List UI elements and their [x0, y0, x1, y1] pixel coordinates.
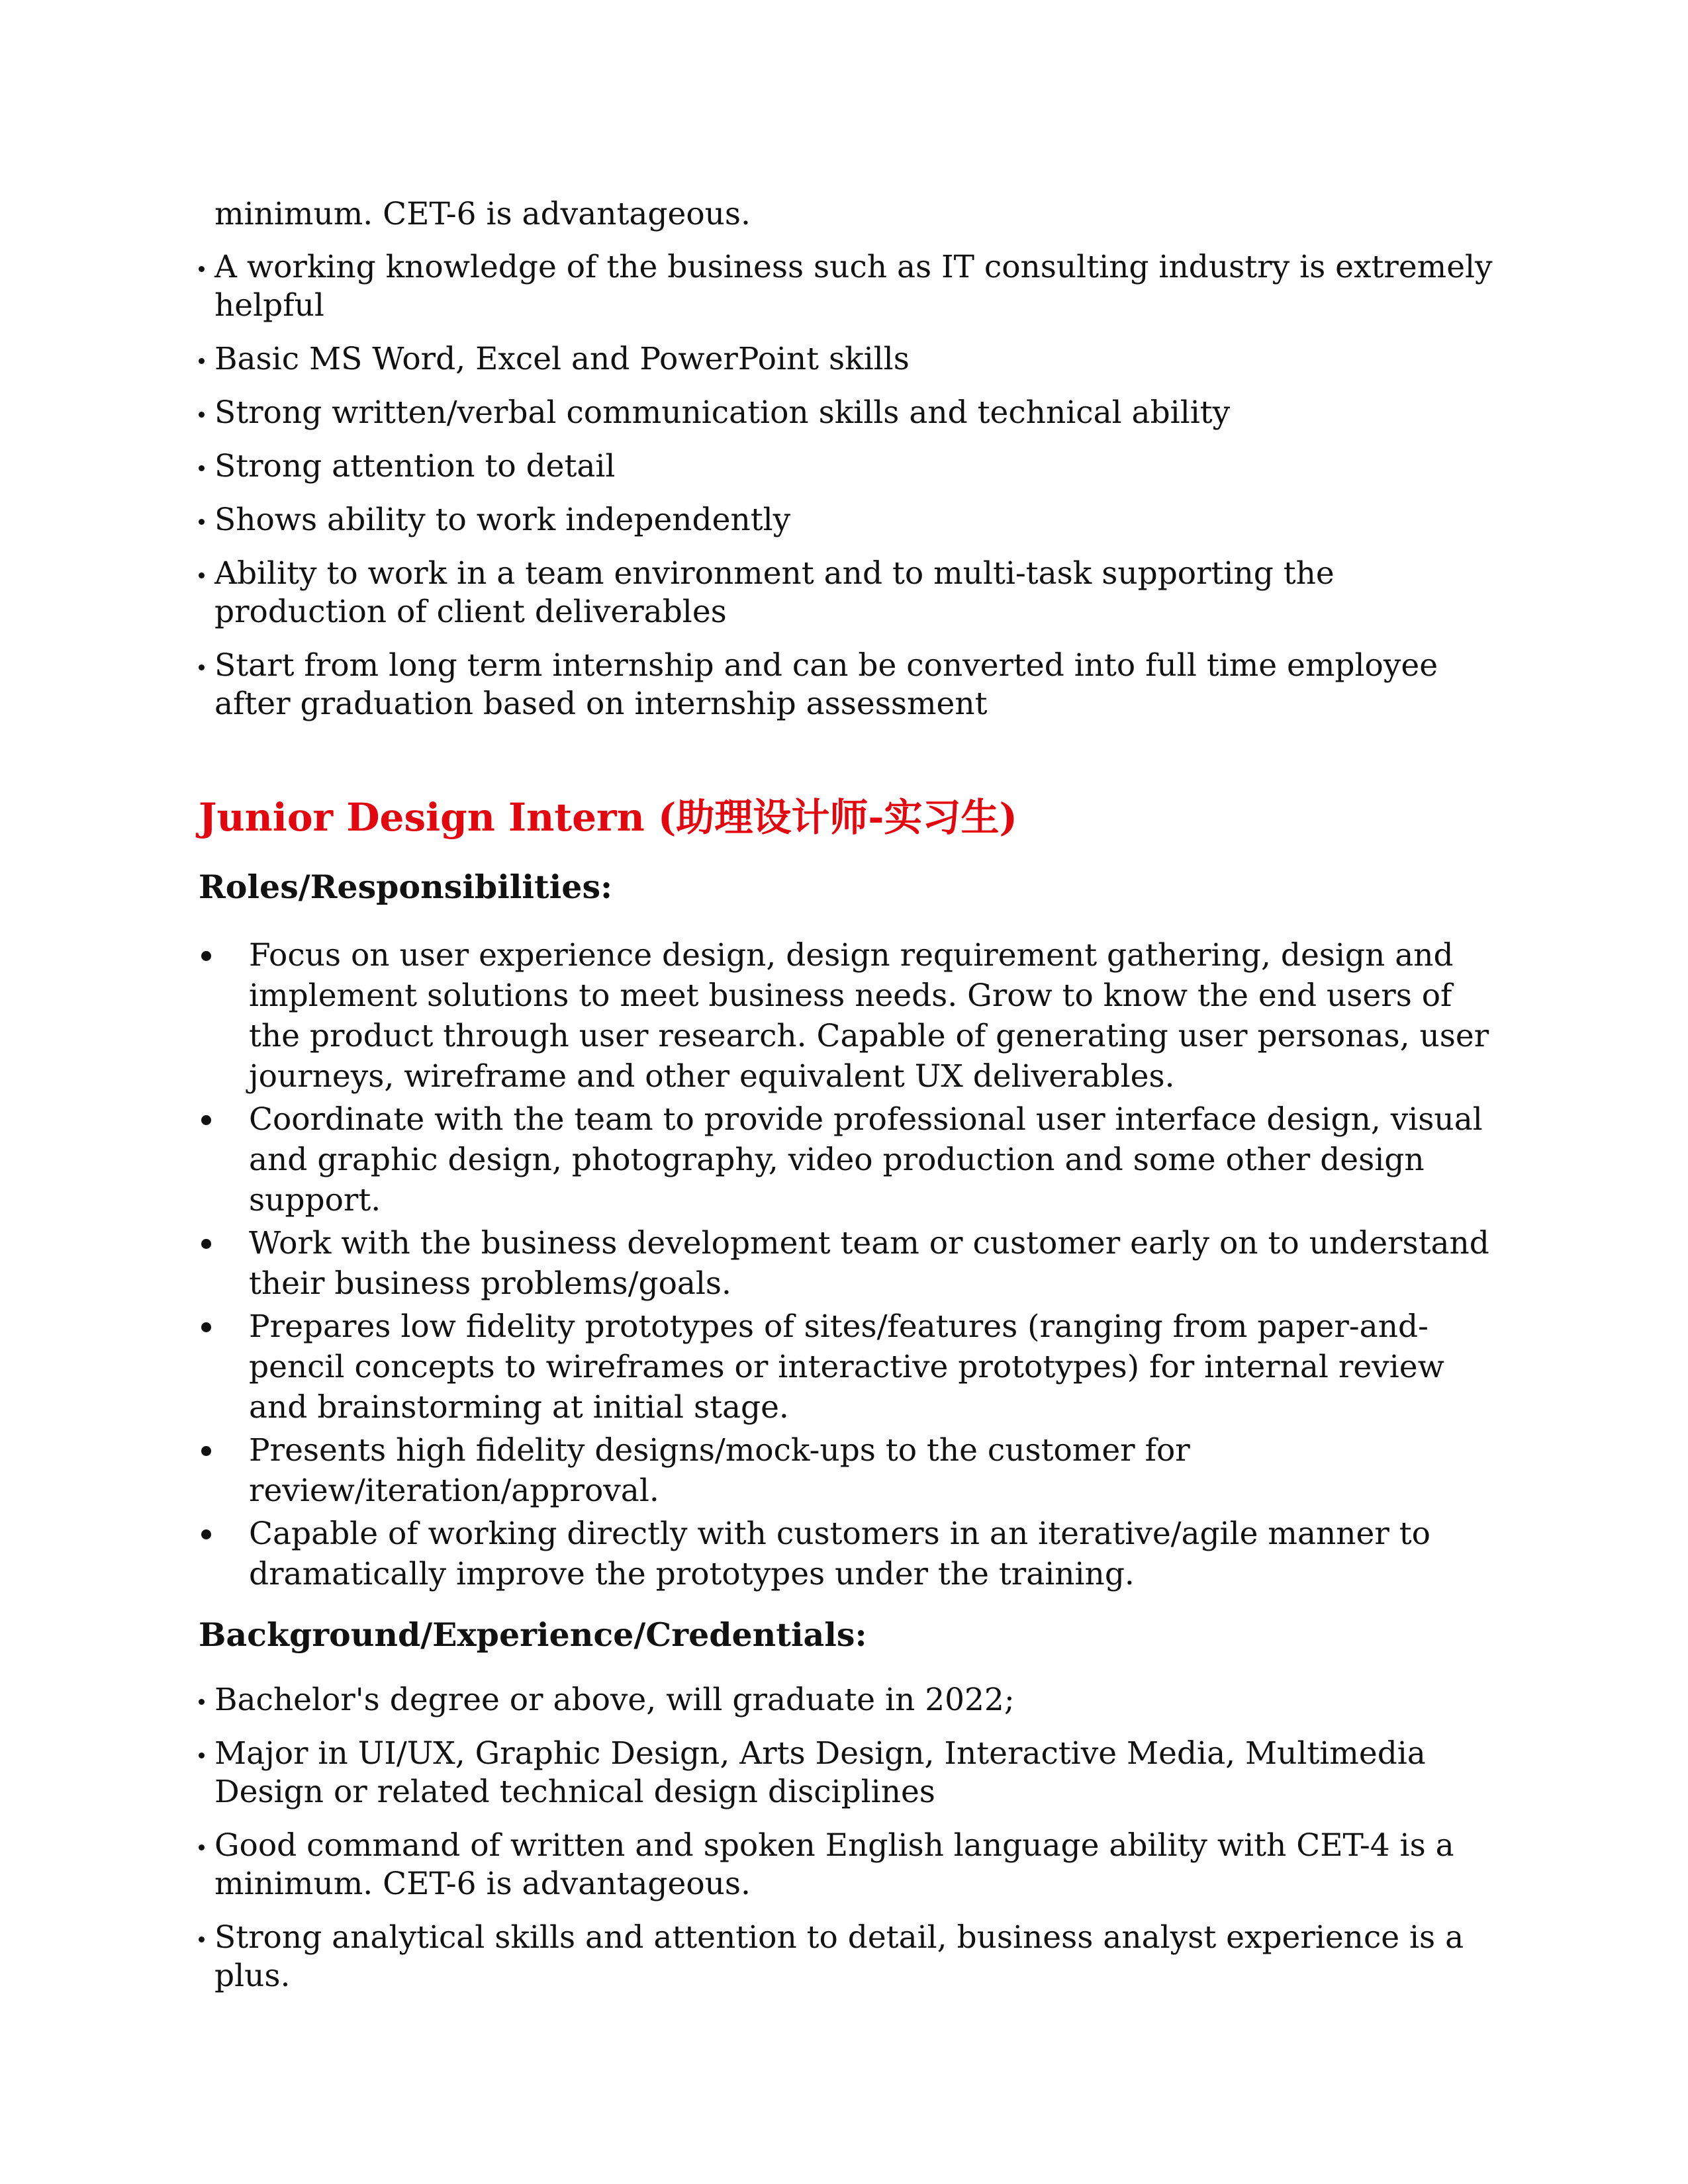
list-item-text: Capable of working directly with customers in an iterative/agile manner to dramatically improve the prototypes under the training.: [249, 1516, 1430, 1592]
list-item-text: Major in UI/UX, Graphic Design, Arts Design, Interactive Media, Multimedia Design or related technical design disciplines: [214, 1735, 1426, 1810]
list-item-text: A working knowledge of the business such as IT consulting industry is extremely helpful: [214, 249, 1493, 324]
bullet-icon: [199, 1699, 205, 1705]
list-item: [199, 1514, 1496, 1594]
list-item-text: Presents high fidelity designs/mock-ups to the customer for review/iteration/approval.: [249, 1432, 1190, 1509]
bullet-icon: [201, 1322, 211, 1332]
list-item-text: Prepares low fidelity prototypes of sites/features (ranging from paper-and-pencil concepts to wireframes or interactive prototypes) for internal review and brainstorming at initial stage.: [249, 1308, 1444, 1426]
list-item-text: Shows ability to work independently: [214, 502, 791, 538]
continued-text: minimum. CET-6 is advantageous.: [214, 196, 751, 232]
list-item: [199, 1827, 1496, 1903]
list-item: [199, 1735, 1496, 1811]
list-item-text: Work with the business development team or customer early on to understand their business problems/goals.: [249, 1225, 1489, 1302]
list-item: [199, 248, 1496, 325]
bullet-icon: [199, 266, 205, 272]
list-item: [199, 340, 1496, 379]
list-item: [199, 555, 1496, 631]
list-item: [199, 1099, 1496, 1220]
bullet-icon: [199, 664, 205, 670]
bullet-icon: [199, 1752, 205, 1758]
bullet-icon: [199, 1844, 205, 1850]
bullet-icon: [199, 519, 205, 525]
bullet-icon: [199, 358, 205, 364]
list-item-text: Focus on user experience design, design requirement gathering, design and implement solutions to meet business needs. Grow to know the end users of the product through user research. Capable of generating user personas, user journeys, wireframe and other equivalent UX deliverables.: [249, 937, 1489, 1095]
bullet-icon: [201, 1115, 211, 1125]
bullet-icon: [199, 412, 205, 418]
list-item: [199, 1223, 1496, 1304]
bullet-icon: [201, 1529, 211, 1539]
list-item: [199, 1919, 1496, 1995]
list-item: [199, 935, 1496, 1097]
list-item: [199, 647, 1496, 723]
roles-heading: Roles/Responsibilities:: [199, 868, 613, 906]
list-item-text: Coordinate with the team to provide professional user interface design, visual and graphic design, photography, video production and some other design support.: [249, 1101, 1483, 1218]
list-item-text: Start from long term internship and can be converted into full time employee after graduation based on internship assessment: [214, 647, 1438, 722]
list-item-text: Strong analytical skills and attention to detail, business analyst experience is a plus.: [214, 1919, 1464, 1994]
list-item-text: Strong written/verbal communication skills and technical ability: [214, 394, 1231, 431]
list-item-text: Basic MS Word, Excel and PowerPoint skills: [214, 341, 910, 377]
list-item: [199, 1306, 1496, 1428]
list-item-text: Ability to work in a team environment and to multi-task supporting the production of client deliverables: [214, 555, 1335, 630]
bullet-icon: [201, 951, 211, 961]
list-item: [199, 1430, 1496, 1511]
list-item-text: Strong attention to detail: [214, 448, 616, 484]
list-item-text: Bachelor's degree or above, will graduate in 2022;: [214, 1682, 1015, 1718]
job-title: Junior Design Intern (助理设计师-实习生): [199, 795, 1017, 840]
requirements-list: [199, 248, 1496, 739]
background-list: [199, 1681, 1496, 2011]
list-item: [199, 501, 1496, 539]
bullet-icon: [201, 1239, 211, 1249]
background-heading: Background/Experience/Credentials:: [199, 1615, 867, 1654]
bullet-icon: [199, 572, 205, 578]
list-item: [199, 394, 1496, 432]
roles-list: [199, 935, 1496, 1597]
list-item: [199, 447, 1496, 486]
bullet-icon: [199, 1936, 205, 1942]
bullet-icon: [201, 1446, 211, 1456]
bullet-icon: [199, 465, 205, 471]
list-item: [199, 1681, 1496, 1719]
list-item-text: Good command of written and spoken English language ability with CET-4 is a minimum. CET-6 is advantageous.: [214, 1827, 1454, 1902]
